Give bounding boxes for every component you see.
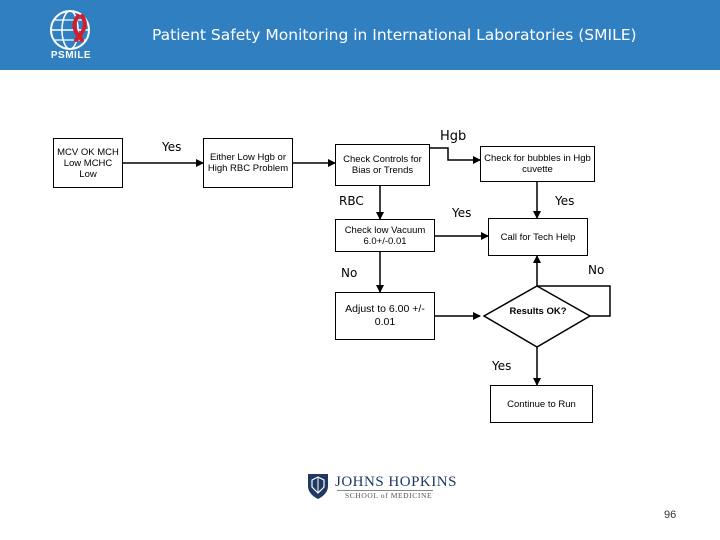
institution-name: JOHNS HOPKINS — [335, 474, 457, 490]
page-number: 96 — [664, 509, 677, 521]
label-yes-vacuum: Yes — [452, 206, 472, 220]
label-yes-either: Yes — [162, 140, 182, 154]
decision-results-ok: Results OK? — [509, 306, 567, 317]
box-check-controls: Check Controls for Bias or Trends — [335, 144, 430, 186]
label-no-results: No — [588, 263, 605, 277]
box-check-bubbles: Check for bubbles in Hgb cuvette — [480, 146, 595, 182]
connector-controls-bubbles — [430, 148, 480, 160]
logo-text: PSMILE — [50, 50, 92, 61]
box-mcv-ok: MCV OK MCH Low MCHC Low — [53, 138, 123, 188]
page-title: Patient Safety Monitoring in International Laboratories (SMILE) — [152, 26, 637, 44]
johns-hopkins-shield-icon — [306, 472, 330, 500]
label-yes-results: Yes — [492, 359, 512, 373]
box-adjust-vacuum: Adjust to 6.00 +/- 0.01 — [335, 292, 435, 340]
label-no-vacuum: No — [341, 266, 358, 280]
label-yes-bubbles: Yes — [555, 194, 575, 208]
box-call-tech-help: Call for Tech Help — [488, 218, 588, 256]
label-rbc: RBC — [339, 194, 364, 208]
institution-subtitle: SCHOOL of MEDICINE — [345, 491, 433, 500]
box-check-vacuum: Check low Vacuum 6.0+/-0.01 — [335, 219, 435, 252]
label-hgb: Hgb — [440, 129, 467, 144]
box-continue-to-run: Continue to Run — [490, 385, 593, 423]
box-either-problem: Either Low Hgb or High RBC Problem — [203, 138, 293, 188]
